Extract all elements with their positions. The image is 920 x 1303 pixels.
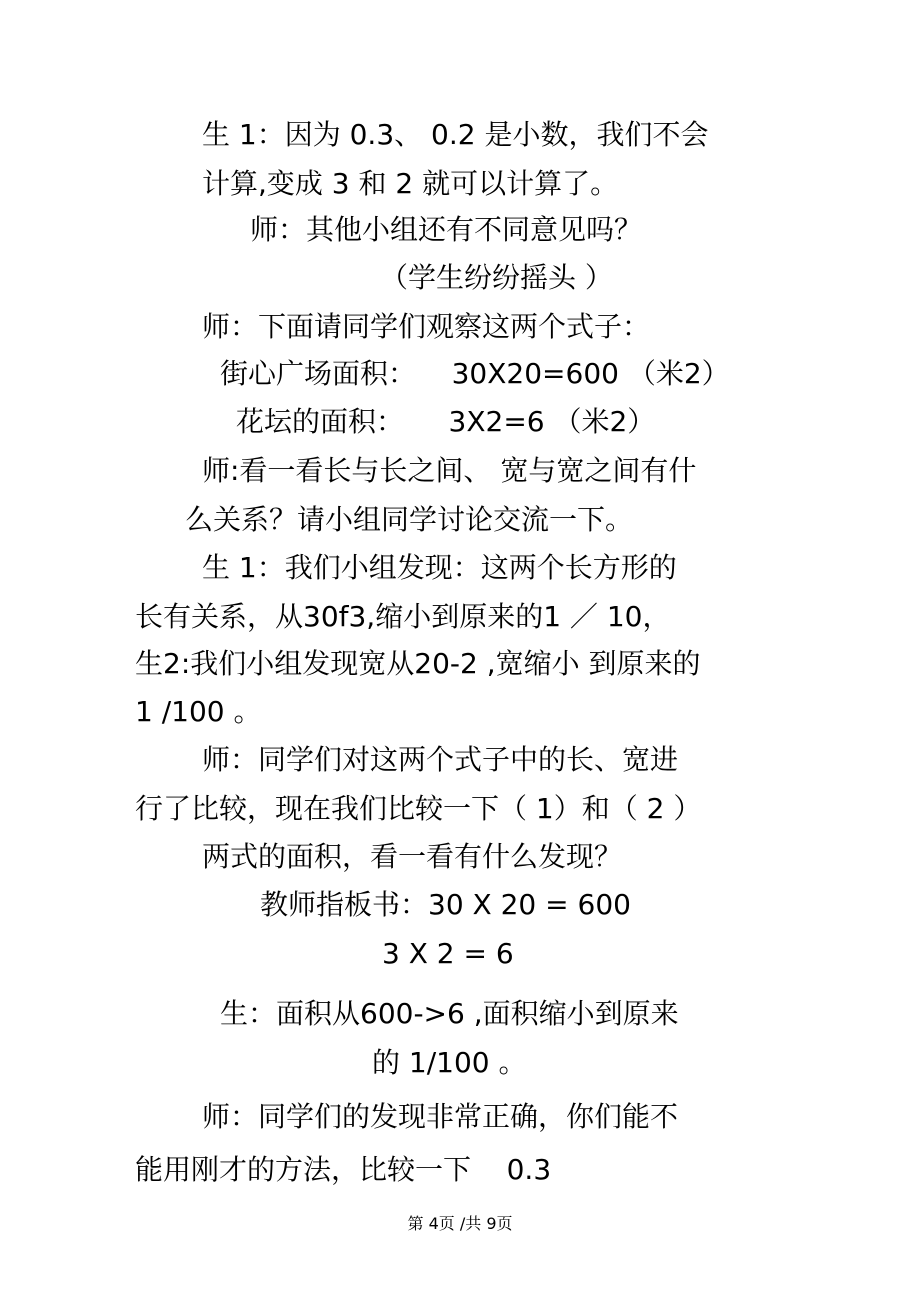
text-line-8: 师:看一看长与长之间、 宽与宽之间有什 xyxy=(202,454,697,487)
text-line-15: 行了比较，现在我们比较一下（ 1）和（ 2 ） xyxy=(135,792,702,825)
text-line-9: 么关系？请小组同学讨论交流一下。 xyxy=(185,503,634,536)
page-footer: 第 4页 /共 9页 xyxy=(407,1214,513,1233)
text-line-19: 生：面积从600->6 ,面积缩小到原来 xyxy=(220,997,679,1030)
text-line-4: （学生纷纷摇头 ） xyxy=(380,261,613,294)
text-line-2: 计算,变成 3 和 2 就可以计算了。 xyxy=(202,167,619,200)
text-line-21: 师：同学们的发现非常正确，你们能不 xyxy=(202,1100,679,1133)
text-line-7: 花坛的面积： 3X2=6 （米2） xyxy=(236,405,656,438)
text-line-11: 长有关系，从30f3,缩小到原来的1 ／ 10， xyxy=(135,600,671,633)
text-line-18: 3 X 2 = 6 xyxy=(382,937,514,970)
text-line-10: 生 1：我们小组发现：这两个长方形的 xyxy=(202,551,677,584)
text-line-16: 两式的面积，看一看有什么发现？ xyxy=(202,840,623,873)
text-line-1: 生 1：因为 0.3、 0.2 是小数，我们不会 xyxy=(202,118,709,151)
text-line-12: 生2:我们小组发现宽从20-2 ,宽缩小 到原来的 xyxy=(135,647,701,680)
text-line-13: 1 /100 。 xyxy=(135,695,262,728)
text-line-5: 师：下面请同学们观察这两个式子： xyxy=(202,310,651,343)
text-line-17: 教师指板书：30 X 20 = 600 xyxy=(260,888,631,921)
text-line-22: 能用刚才的方法，比较一下 0.3 xyxy=(135,1153,552,1186)
text-line-3: 师：其他小组还有不同意见吗？ xyxy=(250,213,643,246)
text-line-14: 师：同学们对这两个式子中的长、宽进 xyxy=(202,743,679,776)
text-line-20: 的 1/100 。 xyxy=(372,1046,527,1079)
text-line-6: 街心广场面积： 30X20=600 （米2） xyxy=(220,357,730,390)
